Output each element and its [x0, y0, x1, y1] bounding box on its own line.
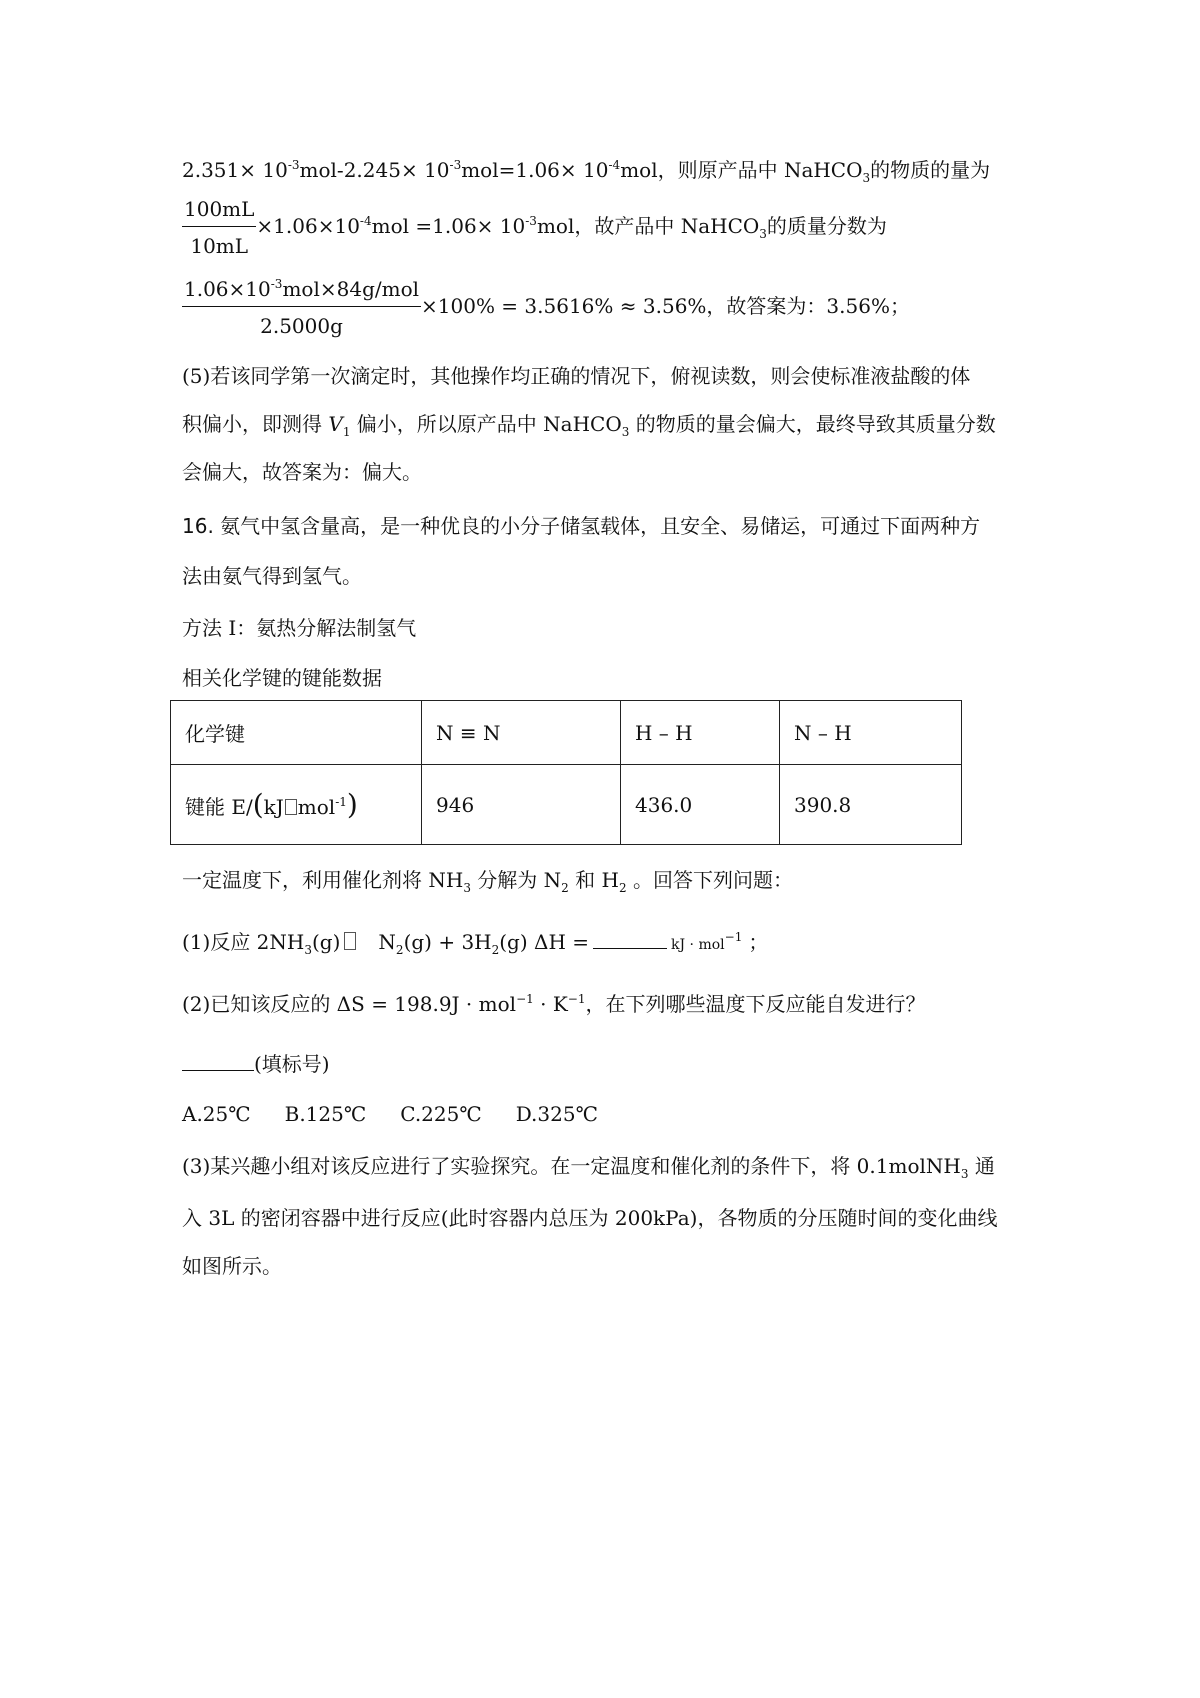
- subscript: 3: [759, 227, 767, 241]
- exponent: -3: [287, 158, 300, 172]
- answer-blank[interactable]: [593, 930, 667, 949]
- text: (g): [312, 930, 341, 954]
- exponent: −1: [516, 992, 534, 1006]
- text: (1)反应 2NH: [182, 930, 305, 954]
- missing-glyph-box: [285, 799, 297, 815]
- text: 键能 E/: [185, 795, 253, 819]
- option-c[interactable]: C.225℃: [400, 1102, 482, 1126]
- method-heading: 方法 I：氨热分解法制氢气: [182, 616, 417, 640]
- text: ，在下列哪些温度下反应能自发进行？: [585, 992, 926, 1016]
- text: (填标号): [254, 1052, 330, 1076]
- exponent: −1: [567, 992, 586, 1006]
- text: (3)某兴趣小组对该反应进行了实验探究。在一定温度和催化剂的条件下，将 0.1molNH: [182, 1154, 961, 1178]
- question-16-part-2-fill: [182, 1050, 330, 1078]
- text: 。回答下列问题：: [626, 868, 793, 892]
- text: 氨气中氢含量高，是一种优良的小分子储氢载体，且安全、易储运，可通过下面两种方: [220, 514, 981, 538]
- option-a[interactable]: A.25℃: [182, 1102, 251, 1126]
- part5-line-1: (5)若该同学第一次滴定时，其他操作均正确的情况下，俯视读数，则会使标准液盐酸的体: [182, 364, 971, 388]
- question-16-stem-line-2: 法由氨气得到氢气。: [182, 564, 362, 588]
- text: mol，则原产品中 NaHCO: [620, 158, 863, 182]
- text: ；: [748, 930, 769, 954]
- fraction-numerator: 100mL: [182, 196, 256, 227]
- text: 的质量分数为: [766, 214, 887, 238]
- text: N: [378, 930, 396, 954]
- text: mol，故产品中 NaHCO: [536, 214, 760, 238]
- text: 的物质的量会偏大，最终导致其质量分数: [629, 412, 996, 436]
- table-cell: 436.0: [621, 765, 780, 845]
- text: mol×84g/mol: [282, 277, 420, 301]
- text: 2.351× 10: [182, 158, 288, 182]
- text: 分解为 N: [470, 868, 562, 892]
- table-cell: 390.8: [780, 765, 962, 845]
- fraction-denominator: 10mL: [190, 234, 249, 258]
- table-cell: 946: [422, 765, 621, 845]
- text: mol=1.06× 10: [461, 158, 609, 182]
- text: · K: [533, 992, 568, 1016]
- table-header-cell: 化学键: [171, 701, 422, 765]
- variable: V: [328, 412, 343, 436]
- subscript: 3: [463, 881, 471, 895]
- exponent: -3: [449, 158, 462, 172]
- subscript: 3: [960, 1167, 969, 1181]
- table-header-cell: N ≡ N: [422, 701, 621, 765]
- option-d[interactable]: D.325℃: [515, 1102, 598, 1126]
- answer-blank[interactable]: [182, 1052, 254, 1071]
- fraction-denominator: 2.5000g: [260, 314, 343, 338]
- option-b[interactable]: B.125℃: [284, 1102, 367, 1126]
- text: (2)已知该反应的 ΔS = 198.9J · mol: [182, 992, 517, 1016]
- question-16-part-3-line-2: 入 3L 的密闭容器中进行反应(此时容器内总压为 200kPa)，各物质的分压随时间的变化曲线: [182, 1206, 998, 1230]
- exponent: -4: [608, 158, 621, 172]
- subscript: 2: [561, 881, 569, 895]
- solution-line-2: [182, 196, 887, 259]
- question-16-part-3-line-1: [182, 1152, 995, 1180]
- subscript: 3: [862, 171, 871, 185]
- bond-energy-table: [170, 700, 962, 845]
- text: ×1.06×10: [256, 214, 360, 238]
- solution-line-1: [182, 156, 990, 184]
- solution-line-3: [182, 276, 910, 339]
- question-16-part-3-line-3: 如图所示。: [182, 1254, 282, 1278]
- part5-line-2: [182, 410, 996, 438]
- text: mol: [297, 795, 336, 819]
- fraction-numerator: [182, 276, 421, 307]
- question-16-intro: [182, 866, 793, 894]
- table-row: [171, 765, 962, 845]
- text: 偏小，所以原产品中 NaHCO: [350, 412, 622, 436]
- text: 积偏小，即测得: [182, 412, 329, 436]
- formula-result: ×100% = 3.5616% ≈ 3.56%: [421, 294, 707, 318]
- text: kJ: [263, 795, 284, 819]
- subscript: 3: [621, 425, 630, 439]
- question-number: 16.: [182, 514, 214, 538]
- text: 通: [968, 1154, 995, 1178]
- table-row-label: 键能 E/(kJ mol$^{-1}$): [171, 765, 422, 845]
- fraction-mass-ratio: [182, 276, 421, 339]
- text: 的物质的量为: [870, 158, 991, 182]
- subscript: 1: [342, 425, 351, 439]
- text: (g) ΔH =: [499, 930, 590, 954]
- text: 和 H: [568, 868, 619, 892]
- exponent: −1: [724, 930, 743, 944]
- exponent: -3: [525, 214, 537, 228]
- table-header-row: [171, 701, 962, 765]
- text: 一定温度下，利用催化剂将 NH: [182, 868, 464, 892]
- text: 1.06×10: [184, 277, 271, 301]
- table-caption: 相关化学键的键能数据: [182, 666, 382, 690]
- subscript: 2: [618, 881, 627, 895]
- unit-text: kJ · mol: [671, 937, 725, 953]
- table-header-cell: N – H: [780, 701, 962, 765]
- text: (g) + 3H: [403, 930, 492, 954]
- exponent: -1: [335, 795, 347, 809]
- exponent: -3: [270, 277, 283, 291]
- question-16-part-1: [182, 928, 768, 959]
- answer-options: [182, 1100, 632, 1128]
- exponent: -4: [359, 214, 372, 228]
- question-16-part-2: [182, 990, 925, 1018]
- text: mol =1.06× 10: [371, 214, 526, 238]
- fraction-volume-ratio: [182, 196, 256, 259]
- part5-line-3: 会偏大，故答案为：偏大。: [182, 460, 422, 484]
- table-header-cell: H – H: [621, 701, 780, 765]
- answer-text: ，故答案为：3.56%；: [706, 294, 910, 318]
- equilibrium-arrow-icon: [344, 932, 356, 950]
- text: mol-2.245× 10: [299, 158, 450, 182]
- question-16-stem-line-1: [182, 512, 980, 540]
- subscript: 3: [304, 943, 312, 957]
- subscript: 2: [395, 943, 404, 957]
- subscript: 2: [491, 943, 500, 957]
